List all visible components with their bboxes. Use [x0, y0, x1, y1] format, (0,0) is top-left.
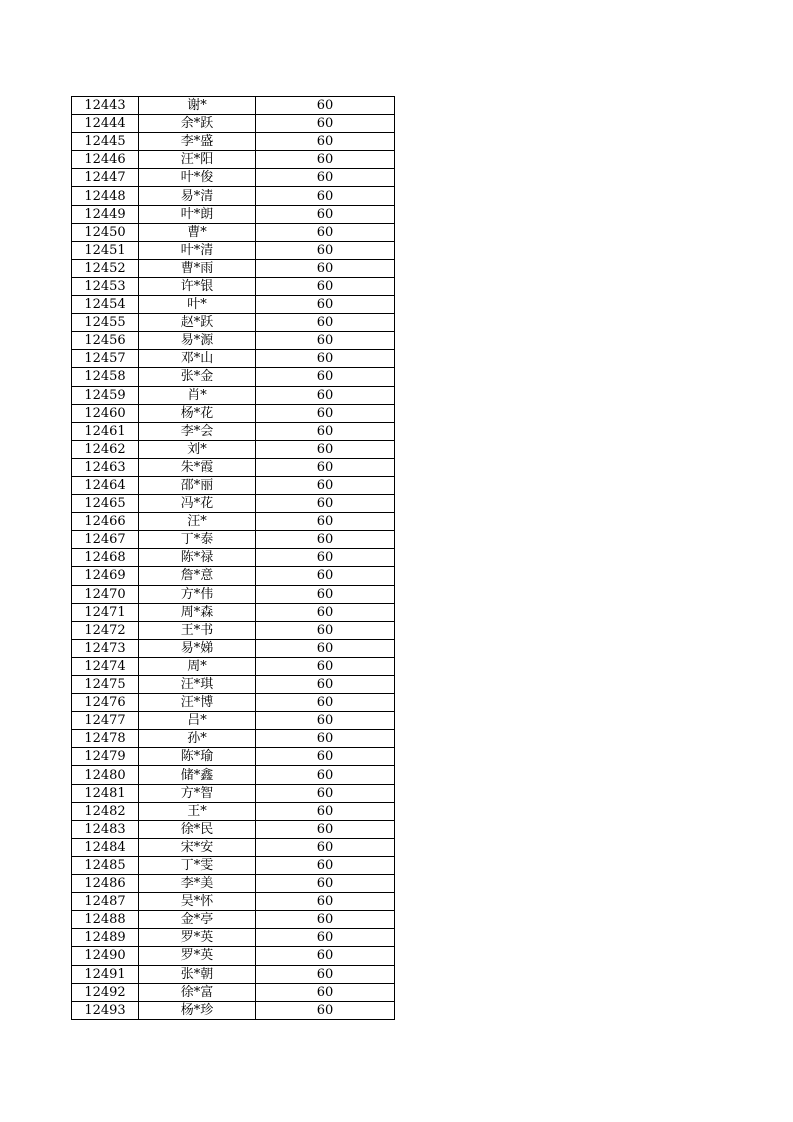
- table-row: [72, 694, 395, 712]
- name-cell: 张*金: [139, 368, 256, 386]
- id-cell: 12456: [72, 332, 139, 350]
- score-cell: 60: [256, 603, 395, 621]
- table-row: [72, 133, 395, 151]
- name-cell: 周*: [139, 657, 256, 675]
- id-cell: 12444: [72, 115, 139, 133]
- id-cell: 12446: [72, 151, 139, 169]
- id-cell: 12457: [72, 350, 139, 368]
- table-row: [72, 531, 395, 549]
- score-cell: 60: [256, 350, 395, 368]
- score-cell: 60: [256, 531, 395, 549]
- name-cell: 宋*安: [139, 838, 256, 856]
- id-cell: 12466: [72, 513, 139, 531]
- score-cell: 60: [256, 241, 395, 259]
- score-cell: 60: [256, 676, 395, 694]
- score-cell: 60: [256, 133, 395, 151]
- id-cell: 12453: [72, 277, 139, 295]
- name-cell: 陈*瑜: [139, 748, 256, 766]
- id-cell: 12455: [72, 314, 139, 332]
- name-cell: 叶*清: [139, 241, 256, 259]
- id-cell: 12489: [72, 929, 139, 947]
- score-cell: 60: [256, 838, 395, 856]
- score-cell: 60: [256, 766, 395, 784]
- name-cell: 赵*跃: [139, 314, 256, 332]
- score-cell: 60: [256, 585, 395, 603]
- name-cell: 易*娣: [139, 639, 256, 657]
- name-cell: 易*源: [139, 332, 256, 350]
- table-row: [72, 115, 395, 133]
- score-cell: 60: [256, 368, 395, 386]
- table-row: [72, 476, 395, 494]
- table-row: [72, 332, 395, 350]
- name-cell: 张*朝: [139, 965, 256, 983]
- id-cell: 12445: [72, 133, 139, 151]
- name-cell: 朱*霞: [139, 458, 256, 476]
- name-cell: 储*鑫: [139, 766, 256, 784]
- table-row: [72, 350, 395, 368]
- table-row: [72, 838, 395, 856]
- id-cell: 12452: [72, 259, 139, 277]
- score-cell: 60: [256, 151, 395, 169]
- table-row: [72, 983, 395, 1001]
- table-row: [72, 784, 395, 802]
- score-cell: 60: [256, 893, 395, 911]
- table-row: [72, 187, 395, 205]
- name-cell: 曹*: [139, 223, 256, 241]
- id-cell: 12469: [72, 567, 139, 585]
- id-cell: 12481: [72, 784, 139, 802]
- id-cell: 12473: [72, 639, 139, 657]
- score-cell: 60: [256, 314, 395, 332]
- name-cell: 徐*富: [139, 983, 256, 1001]
- id-cell: 12474: [72, 657, 139, 675]
- id-cell: 12451: [72, 241, 139, 259]
- id-cell: 12465: [72, 495, 139, 513]
- name-cell: 刘*: [139, 440, 256, 458]
- score-cell: 60: [256, 476, 395, 494]
- score-cell: 60: [256, 115, 395, 133]
- score-cell: 60: [256, 965, 395, 983]
- id-cell: 12491: [72, 965, 139, 983]
- score-table-body: [72, 97, 395, 1020]
- name-cell: 易*清: [139, 187, 256, 205]
- id-cell: 12448: [72, 187, 139, 205]
- id-cell: 12488: [72, 911, 139, 929]
- name-cell: 丁*雯: [139, 856, 256, 874]
- table-row: [72, 947, 395, 965]
- score-cell: 60: [256, 657, 395, 675]
- id-cell: 12477: [72, 712, 139, 730]
- table-row: [72, 911, 395, 929]
- score-cell: 60: [256, 621, 395, 639]
- table-row: [72, 223, 395, 241]
- score-cell: 60: [256, 549, 395, 567]
- name-cell: 周*森: [139, 603, 256, 621]
- name-cell: 罗*英: [139, 929, 256, 947]
- id-cell: 12454: [72, 296, 139, 314]
- name-cell: 曹*雨: [139, 259, 256, 277]
- score-cell: 60: [256, 223, 395, 241]
- score-cell: 60: [256, 205, 395, 223]
- score-cell: 60: [256, 875, 395, 893]
- score-cell: 60: [256, 929, 395, 947]
- table-row: [72, 422, 395, 440]
- name-cell: 冯*花: [139, 495, 256, 513]
- table-row: [72, 1001, 395, 1019]
- id-cell: 12478: [72, 730, 139, 748]
- table-row: [72, 205, 395, 223]
- name-cell: 肖*: [139, 386, 256, 404]
- table-row: [72, 151, 395, 169]
- id-cell: 12476: [72, 694, 139, 712]
- table-row: [72, 513, 395, 531]
- id-cell: 12461: [72, 422, 139, 440]
- name-cell: 叶*俊: [139, 169, 256, 187]
- score-cell: 60: [256, 947, 395, 965]
- score-cell: 60: [256, 911, 395, 929]
- id-cell: 12470: [72, 585, 139, 603]
- score-cell: 60: [256, 187, 395, 205]
- score-cell: 60: [256, 513, 395, 531]
- name-cell: 方*伟: [139, 585, 256, 603]
- score-cell: 60: [256, 97, 395, 115]
- table-row: [72, 458, 395, 476]
- id-cell: 12459: [72, 386, 139, 404]
- name-cell: 叶*朗: [139, 205, 256, 223]
- table-row: [72, 676, 395, 694]
- name-cell: 汪*: [139, 513, 256, 531]
- score-cell: 60: [256, 404, 395, 422]
- id-cell: 12487: [72, 893, 139, 911]
- table-row: [72, 730, 395, 748]
- table-row: [72, 802, 395, 820]
- table-row: [72, 621, 395, 639]
- table-row: [72, 567, 395, 585]
- name-cell: 叶*: [139, 296, 256, 314]
- score-cell: 60: [256, 694, 395, 712]
- score-cell: 60: [256, 802, 395, 820]
- table-row: [72, 965, 395, 983]
- name-cell: 汪*琪: [139, 676, 256, 694]
- name-cell: 汪*博: [139, 694, 256, 712]
- table-row: [72, 766, 395, 784]
- id-cell: 12471: [72, 603, 139, 621]
- table-row: [72, 277, 395, 295]
- table-row: [72, 639, 395, 657]
- score-cell: 60: [256, 730, 395, 748]
- score-cell: 60: [256, 422, 395, 440]
- id-cell: 12493: [72, 1001, 139, 1019]
- table-row: [72, 259, 395, 277]
- id-cell: 12486: [72, 875, 139, 893]
- name-cell: 金*亭: [139, 911, 256, 929]
- name-cell: 余*跃: [139, 115, 256, 133]
- table-row: [72, 368, 395, 386]
- id-cell: 12460: [72, 404, 139, 422]
- score-cell: 60: [256, 1001, 395, 1019]
- id-cell: 12468: [72, 549, 139, 567]
- id-cell: 12467: [72, 531, 139, 549]
- table-row: [72, 856, 395, 874]
- table-row: [72, 549, 395, 567]
- table-row: [72, 314, 395, 332]
- score-cell: 60: [256, 856, 395, 874]
- table-row: [72, 440, 395, 458]
- score-cell: 60: [256, 983, 395, 1001]
- name-cell: 孙*: [139, 730, 256, 748]
- table-row: [72, 404, 395, 422]
- name-cell: 吴*怀: [139, 893, 256, 911]
- id-cell: 12447: [72, 169, 139, 187]
- name-cell: 詹*意: [139, 567, 256, 585]
- name-cell: 王*书: [139, 621, 256, 639]
- id-cell: 12492: [72, 983, 139, 1001]
- id-cell: 12462: [72, 440, 139, 458]
- name-cell: 邓*山: [139, 350, 256, 368]
- id-cell: 12484: [72, 838, 139, 856]
- score-cell: 60: [256, 748, 395, 766]
- name-cell: 徐*民: [139, 820, 256, 838]
- name-cell: 王*: [139, 802, 256, 820]
- name-cell: 李*会: [139, 422, 256, 440]
- table-row: [72, 585, 395, 603]
- table-row: [72, 241, 395, 259]
- score-cell: 60: [256, 567, 395, 585]
- id-cell: 12458: [72, 368, 139, 386]
- score-cell: 60: [256, 712, 395, 730]
- id-cell: 12483: [72, 820, 139, 838]
- name-cell: 汪*阳: [139, 151, 256, 169]
- name-cell: 吕*: [139, 712, 256, 730]
- table-row: [72, 893, 395, 911]
- score-cell: 60: [256, 259, 395, 277]
- table-row: [72, 386, 395, 404]
- name-cell: 李*盛: [139, 133, 256, 151]
- id-cell: 12464: [72, 476, 139, 494]
- id-cell: 12485: [72, 856, 139, 874]
- score-cell: 60: [256, 639, 395, 657]
- score-cell: 60: [256, 296, 395, 314]
- id-cell: 12490: [72, 947, 139, 965]
- score-cell: 60: [256, 332, 395, 350]
- score-cell: 60: [256, 386, 395, 404]
- table-row: [72, 296, 395, 314]
- name-cell: 谢*: [139, 97, 256, 115]
- score-table: [71, 96, 395, 1020]
- table-row: [72, 657, 395, 675]
- name-cell: 杨*花: [139, 404, 256, 422]
- id-cell: 12463: [72, 458, 139, 476]
- id-cell: 12475: [72, 676, 139, 694]
- table-row: [72, 495, 395, 513]
- id-cell: 12449: [72, 205, 139, 223]
- id-cell: 12479: [72, 748, 139, 766]
- table-row: [72, 820, 395, 838]
- id-cell: 12472: [72, 621, 139, 639]
- score-cell: 60: [256, 458, 395, 476]
- id-cell: 12482: [72, 802, 139, 820]
- table-row: [72, 97, 395, 115]
- name-cell: 罗*英: [139, 947, 256, 965]
- name-cell: 邵*丽: [139, 476, 256, 494]
- table-row: [72, 712, 395, 730]
- table-row: [72, 875, 395, 893]
- score-cell: 60: [256, 820, 395, 838]
- name-cell: 陈*禄: [139, 549, 256, 567]
- table-row: [72, 603, 395, 621]
- id-cell: 12480: [72, 766, 139, 784]
- table-row: [72, 929, 395, 947]
- name-cell: 杨*珍: [139, 1001, 256, 1019]
- id-cell: 12443: [72, 97, 139, 115]
- table-row: [72, 169, 395, 187]
- name-cell: 方*智: [139, 784, 256, 802]
- score-cell: 60: [256, 277, 395, 295]
- id-cell: 12450: [72, 223, 139, 241]
- score-cell: 60: [256, 440, 395, 458]
- name-cell: 丁*泰: [139, 531, 256, 549]
- score-cell: 60: [256, 784, 395, 802]
- score-cell: 60: [256, 495, 395, 513]
- table-row: [72, 748, 395, 766]
- name-cell: 许*银: [139, 277, 256, 295]
- score-cell: 60: [256, 169, 395, 187]
- name-cell: 李*美: [139, 875, 256, 893]
